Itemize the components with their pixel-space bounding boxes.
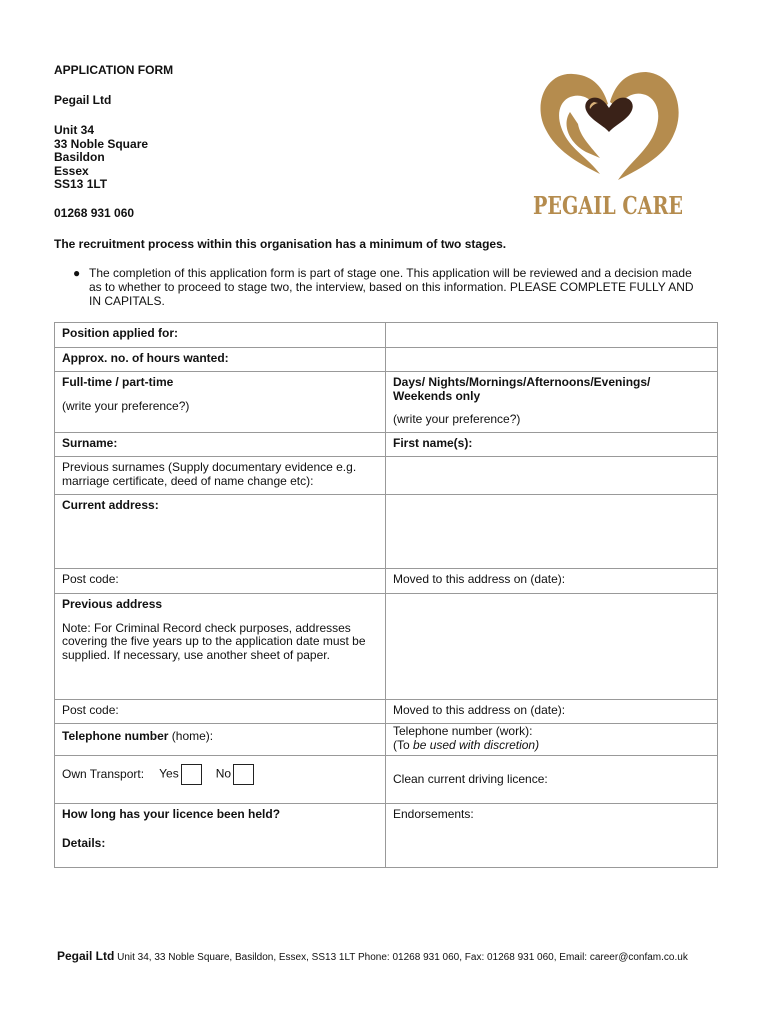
telephone-work-label: Telephone number (work): [393,724,533,738]
post-code-label-current[interactable]: Post code: [55,569,386,594]
fulltime-cell[interactable] [55,372,386,433]
company-address [54,124,148,192]
yes-label: Yes [159,766,179,781]
days-label: Days/ Nights/Mornings/Afternoons/Evenings/ Weekends only [393,375,651,403]
fulltime-label: Full-time / part-time [62,375,174,389]
days-cell[interactable] [386,372,718,433]
footer-contact: Unit 34, 33 Noble Square, Basildon, Essex, SS13 1LT Phone: 01268 931 060, Fax: 01268 931 060, Email: career@confam.co.uk [114,952,688,963]
intro-text: The recruitment process within this organisation has a minimum of two stages. [54,237,507,251]
licence-cell[interactable] [55,804,386,868]
telephone-work-note-italic: be used with discretion) [413,737,540,752]
telephone-work-cell[interactable] [386,724,718,756]
instruction-text: The completion of this application form is part of stage one. This application will be reviewed and a decision made as to whether to proceed to stage two, the interview, based on this information. PLEASE COMPLETE FULLY AND IN CAPITALS. [89,266,694,308]
telephone-work-note-prefix: (To [393,737,414,752]
own-transport-label: Own Transport: [62,766,145,781]
footer-company: Pegail Ltd [57,949,115,963]
hours-label: Approx. no. of hours wanted: [55,348,386,372]
previous-address-label: Previous address [62,597,163,611]
telephone-work-note [393,739,710,753]
position-label: Position applied for: [55,323,386,348]
telephone-home-suffix: (home): [168,729,214,743]
driving-licence-label[interactable]: Clean current driving licence: [386,756,718,804]
details-label: Details: [62,835,106,850]
previous-surnames-label: Previous surnames (Supply documentary evidence e.g. marriage certificate, deed of name change etc): [55,457,386,495]
application-form-table [54,322,718,868]
bullet-icon: ● [73,266,81,280]
moved-date-label-current[interactable]: Moved to this address on (date): [386,569,718,594]
previous-address-field[interactable] [386,594,718,700]
yes-checkbox[interactable] [181,764,202,785]
current-address-field[interactable] [386,495,718,569]
moved-date-label-previous[interactable]: Moved to this address on (date): [386,700,718,724]
logo-text: PEGAIL CARE [533,191,683,220]
telephone-home-cell[interactable] [55,724,386,756]
address-line: Unit 34 [54,123,95,137]
position-field[interactable] [386,323,718,348]
address-line: 33 Noble Square [54,136,149,151]
logo-right-shape [610,72,679,180]
post-code-label-previous[interactable]: Post code: [55,700,386,724]
pegail-care-logo [528,62,688,222]
licence-held-label: How long has your licence been held? [62,807,281,821]
surname-label[interactable]: Surname: [55,433,386,457]
previous-surnames-field[interactable] [386,457,718,495]
write-preference-left: (write your preference?) [62,398,190,413]
current-address-label[interactable]: Current address: [55,495,386,569]
address-line: Essex [54,163,89,178]
first-name-label[interactable]: First name(s): [386,433,718,457]
previous-address-cell[interactable] [55,594,386,700]
form-title: APPLICATION FORM [54,63,174,77]
hours-field[interactable] [386,348,718,372]
address-line: SS13 1LT [54,177,108,191]
company-phone: 01268 931 060 [54,206,135,220]
heart-icon [585,98,632,132]
own-transport-cell [55,756,386,804]
previous-address-note: Note: For Criminal Record check purposes, addresses covering the five years up to the application date must be supplied. If necessary, use another sheet of paper. [62,620,366,662]
no-label: No [215,766,232,781]
company-name: Pegail Ltd [54,93,112,107]
telephone-home-label: Telephone number [62,729,169,743]
endorsements-label[interactable]: Endorsements: [386,804,718,868]
write-preference-right: (write your preference?) [393,412,521,426]
footer [57,949,688,963]
no-checkbox[interactable] [233,764,254,785]
address-line: Basildon [54,150,105,164]
